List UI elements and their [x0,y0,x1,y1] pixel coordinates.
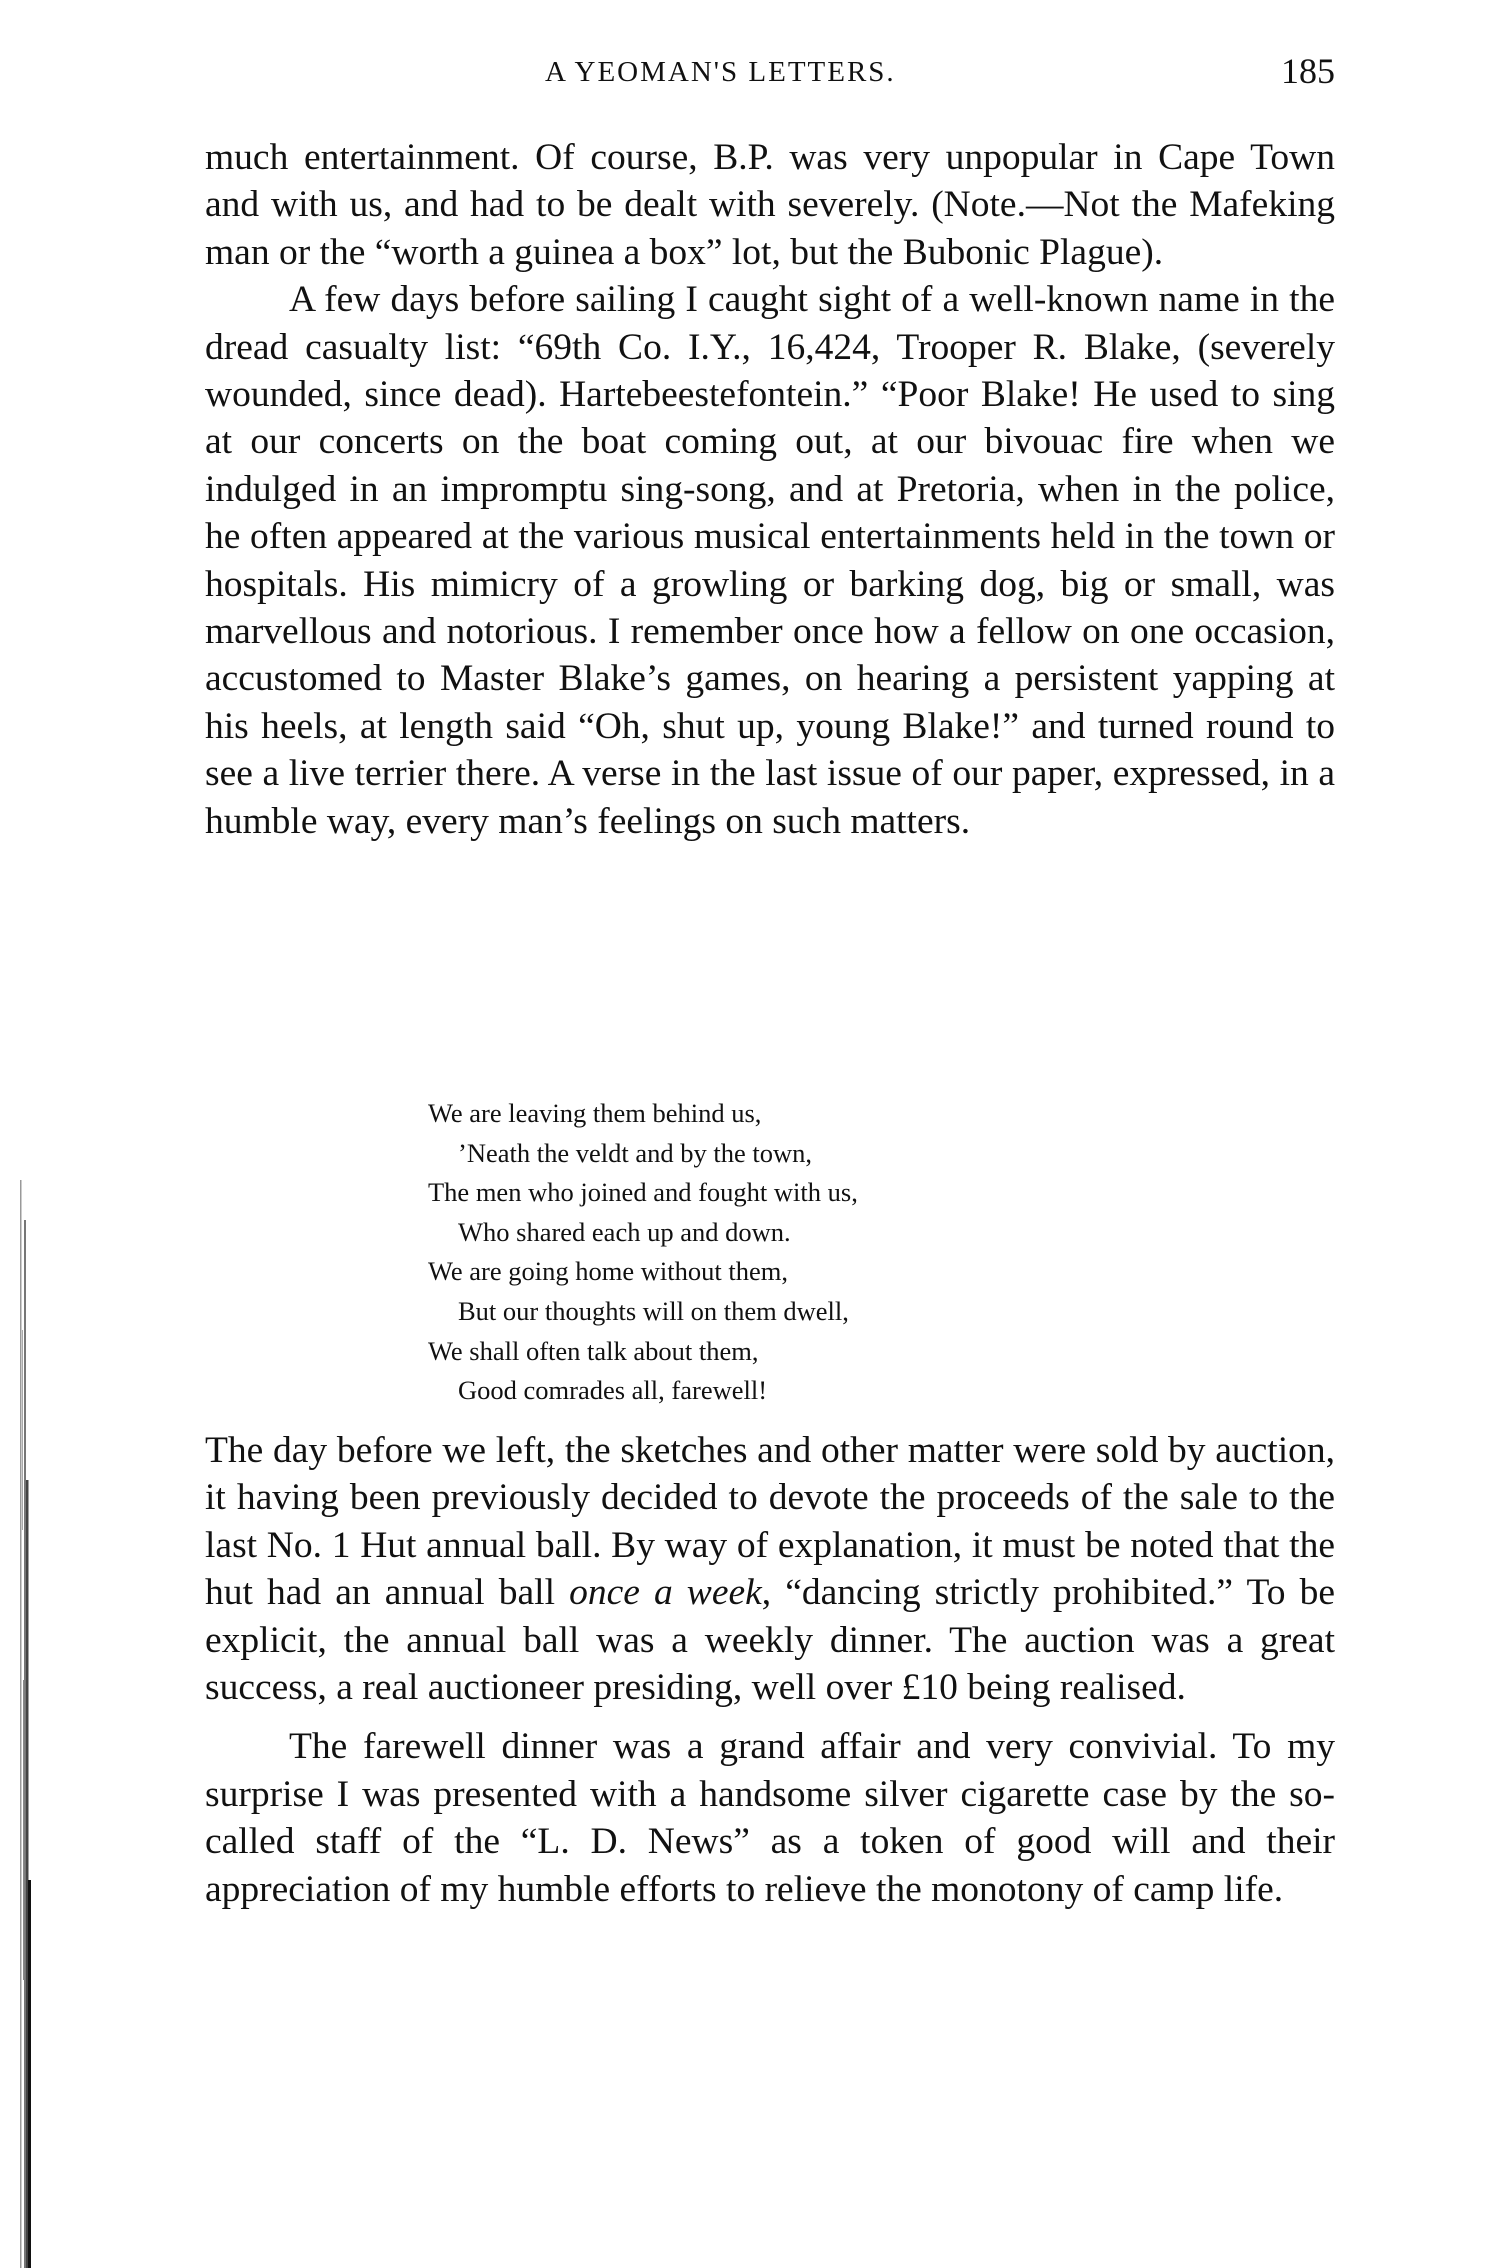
main-text-upper [205,134,1335,845]
poem-line: Who shared each up and down. [458,1216,791,1247]
page-header [205,50,1335,100]
paragraph-plague: much entertainment. Of course, B.P. was very unpopular in Cape Town and with us, and had to be dealt with severely. (Note.—Not the Mafeking man or the “worth a guinea a box” lot, but the Bubonic Plague). [205,137,1335,273]
binding-edge-shadow [0,1180,32,2268]
main-text-lower [205,1427,1335,1913]
poem [428,1094,1128,1411]
auction-text-part2: , “dancing strictly prohibited.” To be explicit, the annual ball was a weekly dinner. The auction was a great success, a real auctioneer presiding, well over £10 being realised. [205,1572,1335,1709]
page-number: 185 [1281,51,1335,91]
running-title: A YEOMAN'S LETTERS. [545,56,896,88]
poem-line: We are going home without them, [428,1256,788,1287]
paragraph-auction [205,1427,1335,1711]
auction-emphasis: once a week [569,1572,762,1614]
poem-line: The men who joined and fought with us, [428,1177,858,1208]
poem-line: ’Neath the veldt and by the town, [458,1137,812,1168]
paragraph-blake: A few days before sailing I caught sight of a well-known name in the dread casualty list: “69th Co. I.Y., 16,424, Trooper R. Blake, (severely wounded, since dead). Hartebeestefontein.” “Poor Blake! He used to sing at our concerts on the boat coming out, at our bivouac fire when we indulged in an impromptu sing-song, and at Pretoria, when in the police, he often appeared at the various musical entertainments held in the town or hospitals. His mimicry of a growling or barking dog, big or small, was marvellous and notorious. I remember once how a fellow on one occasion, accustomed to Master Blake’s games, on hearing a persistent yapping at his heels, at length said “Oh, shut up, young Blake!” and turned round to see a live terrier there. A verse in the last issue of our paper, expressed, in a humble way, every man’s feelings on such matters. [205,279,1335,842]
poem-line: We are leaving them behind us, [428,1098,762,1128]
poem-line: But our thoughts will on them dwell, [458,1295,849,1326]
poem-line: We shall often talk about them, [428,1335,759,1366]
auction-text-part1: The day before we left, the sketches and other matter were sold by auction, it having been previously decided to devote the proceeds of the sale to the last No. 1 Hut annual ball. By way of explanation, it must be noted that the hut had an annual ball [205,1430,1335,1614]
paragraph-farewell-dinner: The farewell dinner was a grand affair and very convivial. To my surprise I was presented with a handsome silver cigarette case by the so-called staff of the “L. D. News” as a token of good will and their appreciation of my humble efforts to relieve the monotony of camp life. [205,1726,1335,1910]
poem-line: Good comrades all, farewell! [458,1375,768,1406]
